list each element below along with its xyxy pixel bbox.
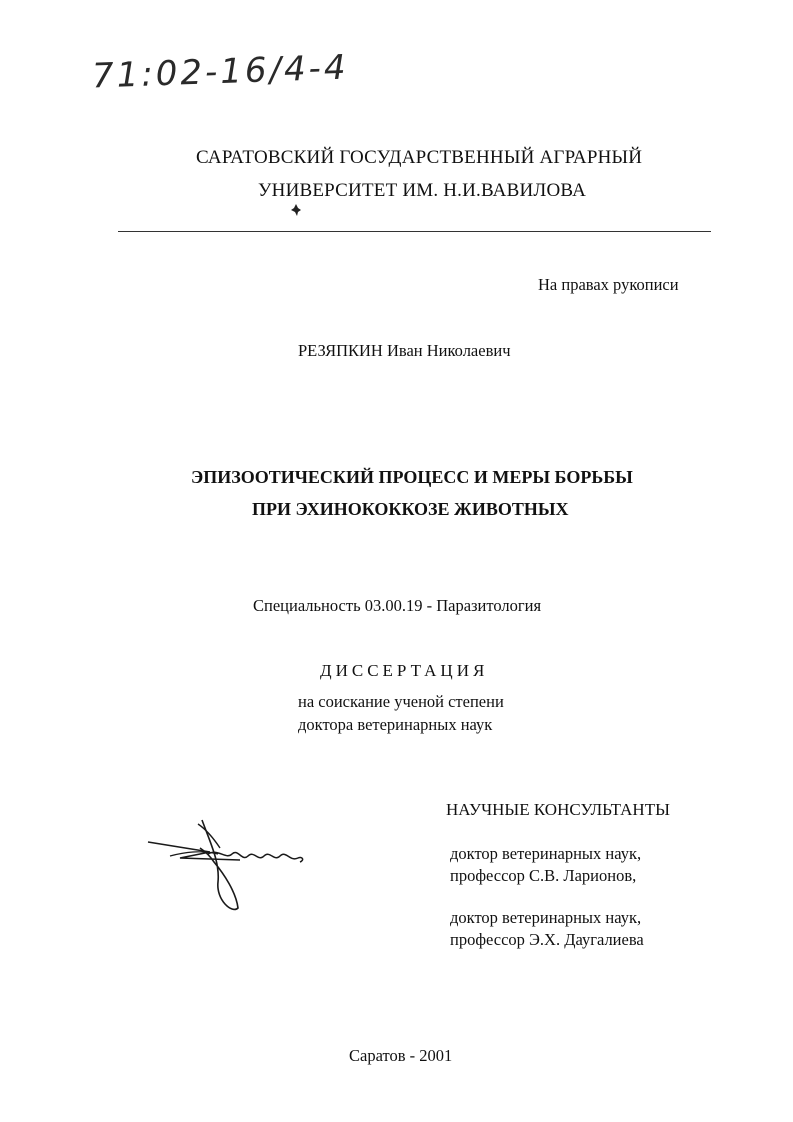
consultant-1-degree: доктор ветеринарных наук,	[450, 844, 642, 863]
signature-scribble	[140, 812, 310, 922]
dissertation-title-line2: ПРИ ЭХИНОКОККОЗЕ ЖИВОТНЫХ	[252, 499, 569, 519]
author-name: РЕЗЯПКИН Иван Николаевич	[298, 341, 511, 360]
consultants-heading: НАУЧНЫЕ КОНСУЛЬТАНТЫ	[446, 800, 670, 819]
degree-line1: на соискание ученой степени	[298, 692, 504, 711]
university-name-line1: САРАТОВСКИЙ ГОСУДАРСТВЕННЫЙ АГРАРНЫЙ	[196, 147, 643, 168]
consultant-1-name: профессор С.В. Ларионов,	[450, 866, 637, 885]
degree-line2: доктора ветеринарных наук	[298, 715, 493, 734]
specialty-line: Специальность 03.00.19 - Паразитология	[253, 596, 542, 615]
manuscript-note: На правах рукописи	[538, 275, 679, 294]
work-type-heading: ДИССЕРТАЦИЯ	[320, 661, 489, 680]
ink-blot-mark	[290, 203, 302, 217]
city-year: Саратов - 2001	[349, 1046, 453, 1065]
archive-number-handwritten: 71:02-16/4-4	[91, 47, 350, 97]
consultant-2-name: профессор Э.Х. Даугалиева	[450, 930, 644, 949]
dissertation-title-line1: ЭПИЗООТИЧЕСКИЙ ПРОЦЕСС И МЕРЫ БОРЬБЫ	[191, 467, 633, 487]
university-name-line2: УНИВЕРСИТЕТ ИМ. Н.И.ВАВИЛОВА	[258, 180, 586, 201]
header-divider-line	[118, 231, 711, 232]
consultant-2-degree: доктор ветеринарных наук,	[450, 908, 642, 927]
